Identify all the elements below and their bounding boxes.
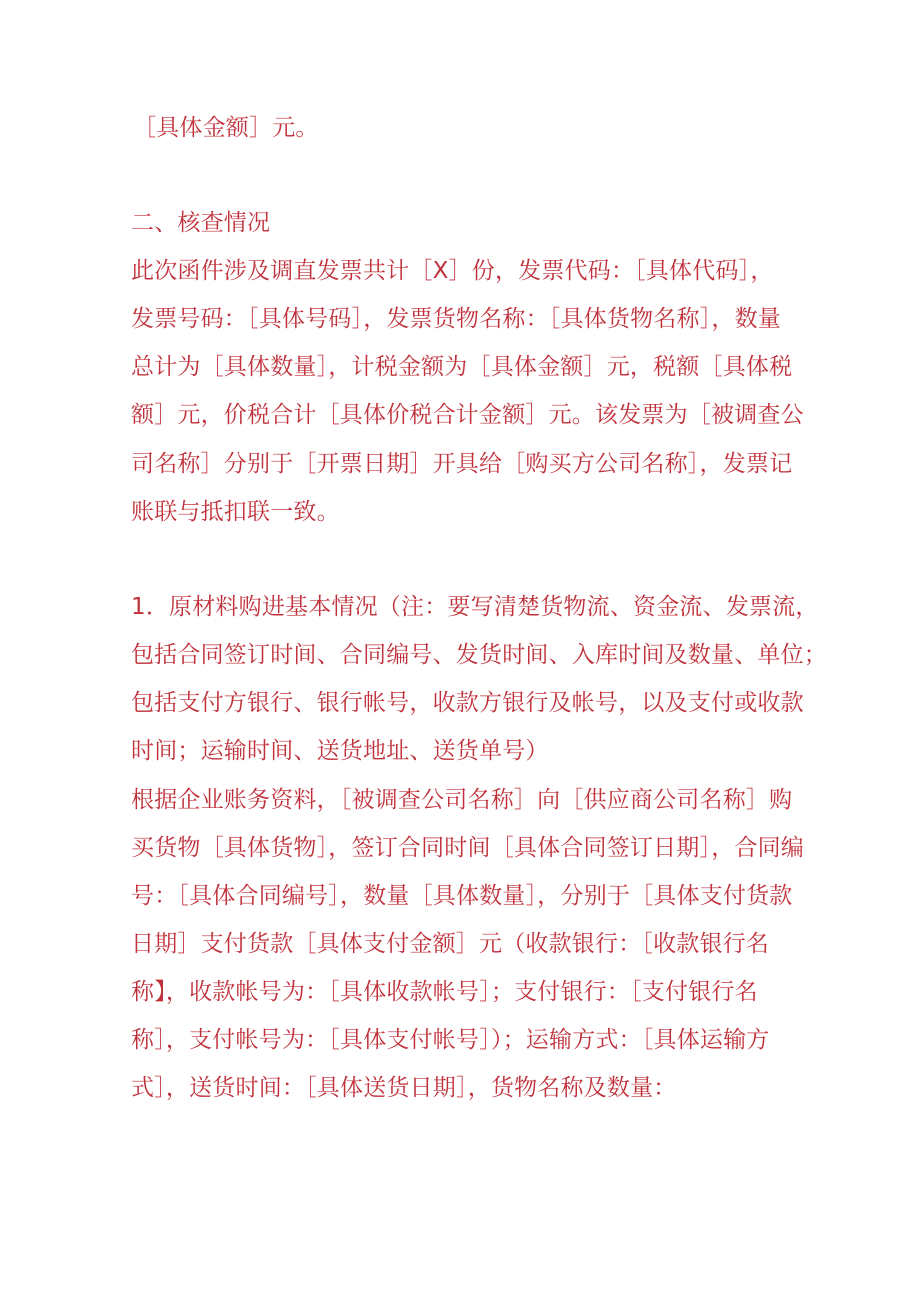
paragraph-line: 称】，收款帐号为：［具体收款帐号］；支付银行：［支付银行名 xyxy=(131,979,758,1005)
paragraph-line: 日期］支付货款［具体支付金额］元（收款银行：［收款银行名 xyxy=(131,931,770,957)
section-heading: 二、核查情况 xyxy=(131,210,271,236)
paragraph-line: 总计为［具体数量］，计税金额为［具体金额］元，税额［具体税 xyxy=(131,354,793,380)
subsection-heading-line: 时间；运输时间、送货地址、送货单号） xyxy=(131,738,549,764)
paragraph-line: 司名称］分别于［开票日期］开具给［购买方公司名称］，发票记 xyxy=(131,451,793,477)
paragraph-line: 额］元，价税合计［具体价税合计金额］元。该发票为［被调查公 xyxy=(131,402,804,428)
intro-line: ［具体金额］元。 xyxy=(133,115,319,141)
paragraph-line: 称］，支付帐号为：［具体支付帐号］）；运输方式：［具体运输方 xyxy=(131,1027,770,1053)
paragraph-line: 买货物［具体货物］，签订合同时间［具体合同签订日期］，合同编 xyxy=(131,835,804,861)
paragraph-line: 式］，送货时间：［具体送货日期］，货物名称及数量： xyxy=(131,1075,677,1101)
subsection-heading-line: 1．原材料购进基本情况（注：要写清楚货物流、资金流、发票流， xyxy=(131,594,819,620)
paragraph-line: 账联与抵扣联一致。 xyxy=(131,499,340,525)
paragraph-line: 此次函件涉及调直发票共计［X］份，发票代码：［具体代码］， xyxy=(131,258,774,284)
subsection-heading-line: 包括合同签订时间、合同编号、发货时间、入库时间及数量、单位； xyxy=(131,642,827,668)
paragraph-line: 根据企业账务资料，［被调查公司名称］向［供应商公司名称］购 xyxy=(131,787,793,813)
paragraph-line: 号：［具体合同编号］，数量［具体数量］，分别于［具体支付货款 xyxy=(131,883,793,909)
paragraph-line: 发票号码：［具体号码］，发票货物名称：［具体货物名称］，数量 xyxy=(131,306,781,332)
subsection-heading-line: 包括支付方银行、银行帐号，收款方银行及帐号，以及支付或收款 xyxy=(131,690,804,716)
